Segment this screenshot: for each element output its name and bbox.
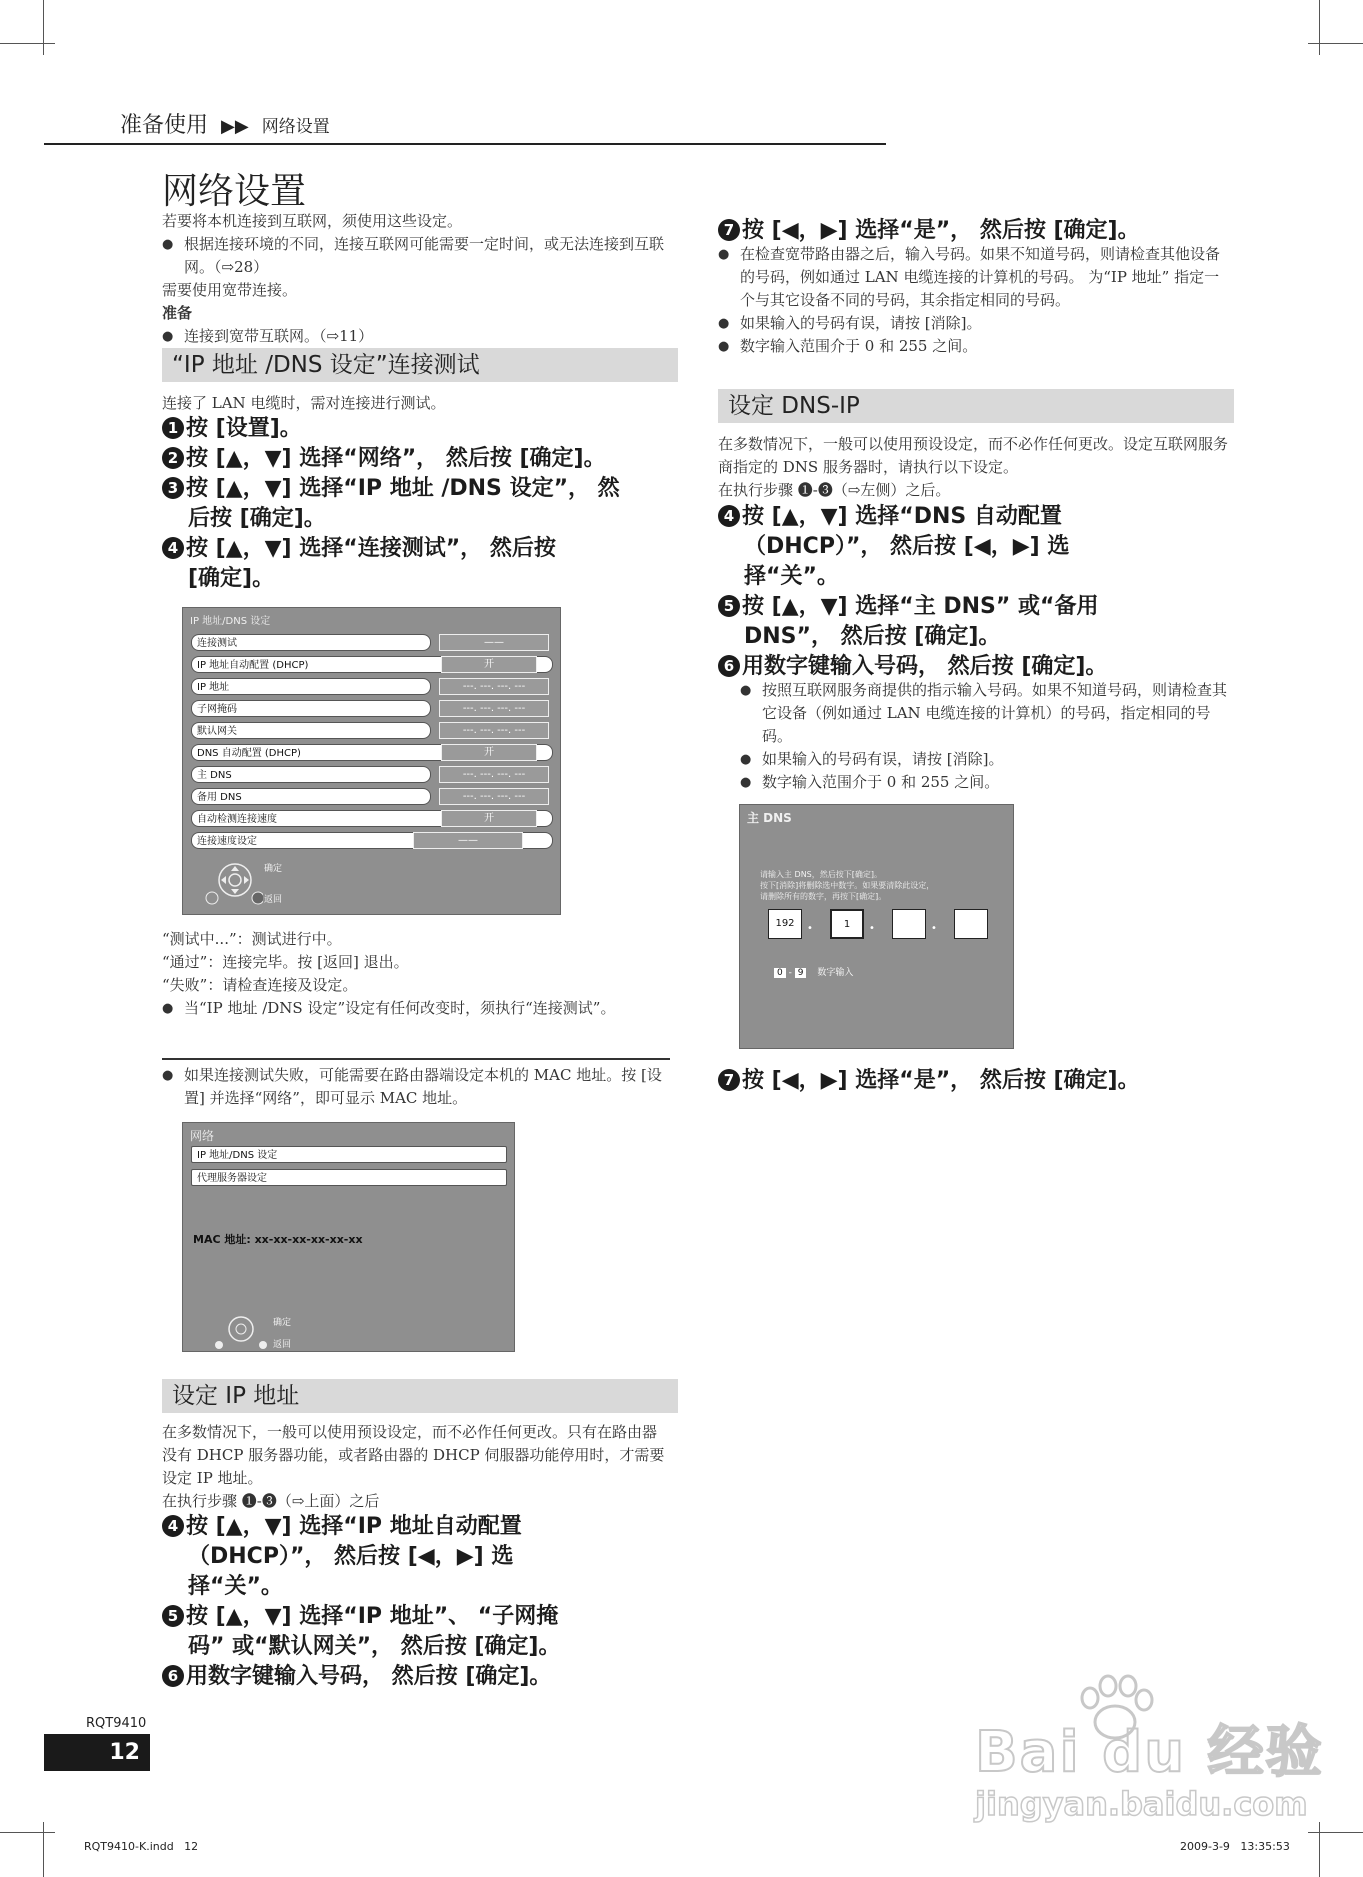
- dns-step-4: 4 按 [▲，▼] 选择“DNS 自动配置: [718, 502, 1238, 532]
- section-dns-ip-title: 设定 DNS-IP: [718, 389, 1234, 423]
- intro-bullet: ● 根据连接环境的不同，连接互联网可能需要一定时间，或无法连接到互联网。（⇨28）: [162, 233, 670, 279]
- ip-step-4-cont: （DHCP）”， 然后按 [◀，▶] 选: [188, 1544, 514, 1569]
- step-7: 7 按 [◀，▶] 选择“是”， 然后按 [确定]。: [718, 216, 1238, 246]
- dns-octet-3[interactable]: [892, 909, 926, 939]
- ip-bullet-2: ● 如果输入的号码有误，请按 [消除]。: [718, 312, 1228, 335]
- navigation-pad-icon: [203, 860, 263, 906]
- dns-step-5-cont: DNS”， 然后按 [确定]。: [744, 624, 1001, 649]
- step-2: 2 按 [▲，▼] 选择“网络”， 然后按 [确定]。: [162, 444, 682, 474]
- print-date: 2009-3-9 13:35:53: [1180, 1840, 1290, 1853]
- dns-octet-2[interactable]: 1: [830, 909, 864, 939]
- row-value: 开: [441, 810, 537, 827]
- breadcrumb-sub: 网络设置: [261, 117, 330, 137]
- ip-step-5-cont: 码” 或“默认网关”， 然后按 [确定]。: [188, 1634, 561, 1659]
- result-fail: “失败”：请检查连接及设定。: [162, 976, 358, 994]
- result-testing: “测试中...”：测试进行中。: [162, 930, 342, 948]
- intro-text: 若要将本机连接到互联网，须使用这些设定。: [162, 212, 463, 230]
- dns-message-1: 请输入主 DNS，然后按下[确定]。: [760, 870, 883, 879]
- row-value: ---. ---. ---. ---: [439, 722, 549, 739]
- ip-step-5: 5 按 [▲，▼] 选择“IP 地址”、 “子网掩: [162, 1602, 682, 1632]
- row-value: ——: [413, 832, 523, 849]
- ip-bullet-3: ● 数字输入范围介于 0 和 255 之间。: [718, 335, 1228, 358]
- menu-row[interactable]: 自动检测连接速度: [191, 810, 553, 827]
- dns-bullet-2: ● 如果输入的号码有误，请按 [消除]。: [740, 748, 1228, 771]
- broadband-text: 需要使用宽带连接。: [162, 281, 298, 299]
- navigation-pad-icon: [213, 1313, 273, 1349]
- ok-label: 确定: [273, 1318, 292, 1328]
- dns-message-2: 按下[消除]将删除选中数字。如果要清除此设定，: [760, 881, 935, 890]
- row-value: 开: [441, 656, 537, 673]
- dns-step-6: 6 用数字键输入号码， 然后按 [确定]。: [718, 652, 1238, 682]
- menu-row[interactable]: 备用 DNS: [191, 788, 431, 805]
- primary-dns-screen: 主 DNS 请输入主 DNS，然后按下[确定]。 按下[消除]将删除选中数字。如果要清除此设定， 请删除所有的数字，再按下[确定]。 192 • 1 • • 0 - 9 数字输入: [739, 804, 1014, 1049]
- screen-title: 网络: [190, 1129, 215, 1143]
- model-number: RQT9410: [86, 1716, 147, 1731]
- menu-row[interactable]: IP 地址: [191, 678, 431, 695]
- section-dns-ip-intro: 在多数情况下，一般可以使用预设设定，而不必作任何更改。设定互联网服务商指定的 DNS 服务器时，请执行以下设定。: [718, 435, 1229, 476]
- screen-title: 主 DNS: [747, 811, 792, 825]
- ip-step-6: 6 用数字键输入号码， 然后按 [确定]。: [162, 1662, 682, 1692]
- numeric-input-label: 数字输入: [817, 968, 854, 978]
- dns-step-4-cont2: 择“关”。: [744, 564, 839, 589]
- result-pass: “通过”：连接完毕。按 [返回] 退出。: [162, 953, 409, 971]
- header-rule: [44, 143, 886, 145]
- dns-bullet-3: ● 数字输入范围介于 0 和 255 之间。: [740, 771, 1228, 794]
- prep-label: 准备: [162, 304, 193, 322]
- section-dns-ip-prereq: 在执行步骤 ❶-❸（⇨左侧）之后。: [718, 481, 951, 499]
- menu-row[interactable]: 子网掩码: [191, 700, 431, 717]
- dns-step-4-cont: （DHCP）”， 然后按 [◀，▶] 选: [744, 534, 1070, 559]
- watermark-url: jingyan.baidu.com: [975, 1785, 1308, 1823]
- ip-step-4: 4 按 [▲，▼] 选择“IP 地址自动配置: [162, 1512, 682, 1542]
- page-title: 网络设置: [162, 171, 307, 212]
- section-ip-address-prereq: 在执行步骤 ❶-❸（⇨上面）之后: [162, 1492, 380, 1510]
- dns-bullet-1: ● 按照互联网服务商提供的指示输入号码。如果不知道号码，则请检查其它设备（例如通过 LAN 电缆连接的计算机）的号码，指定相同的号码。: [740, 679, 1228, 748]
- row-value: ---. ---. ---. ---: [439, 788, 549, 805]
- step-3-cont: 后按 [确定]。: [188, 506, 326, 531]
- page-number: 12: [44, 1734, 150, 1771]
- breadcrumb-arrows-icon: ▶▶: [221, 116, 249, 137]
- prep-bullet: ● 连接到宽带互联网。（⇨11）: [162, 325, 670, 348]
- watermark-brand: Bai du 经验: [975, 1720, 1324, 1785]
- step-1: 1 按 [设置]。: [162, 414, 682, 444]
- breadcrumb-main: 准备使用: [120, 113, 209, 138]
- menu-item-proxy[interactable]: 代理服务器设定: [191, 1169, 507, 1186]
- key-0: 0: [774, 968, 786, 978]
- dns-octet-4[interactable]: [954, 909, 988, 939]
- divider: [162, 1058, 670, 1060]
- menu-row[interactable]: 主 DNS: [191, 766, 431, 783]
- section-ip-address-title: 设定 IP 地址: [162, 1379, 678, 1413]
- network-screen: [182, 1122, 515, 1352]
- dns-step-7: 7 按 [◀，▶] 选择“是”， 然后按 [确定]。: [718, 1066, 1238, 1096]
- section-connection-test-title: “IP 地址 /DNS 设定”连接测试: [162, 348, 678, 382]
- dns-step-5: 5 按 [▲，▼] 选择“主 DNS” 或“备用: [718, 592, 1238, 622]
- ok-label: 确定: [264, 864, 283, 874]
- screen-title: IP 地址/DNS 设定: [190, 616, 271, 627]
- menu-row[interactable]: DNS 自动配置 (DHCP): [191, 744, 553, 761]
- step-4-cont: [确定]。: [188, 566, 275, 591]
- menu-row[interactable]: 连接测试: [191, 634, 431, 651]
- ip-dns-settings-screen: [182, 607, 561, 915]
- step-3: 3 按 [▲，▼] 选择“IP 地址 /DNS 设定”， 然: [162, 474, 682, 504]
- section-connection-test-intro: 连接了 LAN 电缆时，需对连接进行测试。: [162, 394, 446, 412]
- row-value: ——: [439, 634, 549, 651]
- row-value: ---. ---. ---. ---: [439, 766, 549, 783]
- row-value: ---. ---. ---. ---: [439, 700, 549, 717]
- mac-address: MAC 地址: xx-xx-xx-xx-xx-xx: [193, 1233, 363, 1246]
- mac-bullet: ● 如果连接测试失败，可能需要在路由器端设定本机的 MAC 地址。按 [设置] 并选择“网络”，即可显示 MAC 地址。: [162, 1064, 670, 1110]
- ip-step-4-cont2: 择“关”。: [188, 1574, 283, 1599]
- breadcrumb: [120, 108, 330, 139]
- return-label: 返回: [273, 1340, 292, 1350]
- key-9: 9: [795, 968, 807, 978]
- row-value: ---. ---. ---. ---: [439, 678, 549, 695]
- step-4: 4 按 [▲，▼] 选择“连接测试”， 然后按: [162, 534, 682, 564]
- file-name: RQT9410-K.indd 12: [84, 1840, 199, 1853]
- menu-row[interactable]: 默认网关: [191, 722, 431, 739]
- section-ip-address-intro: 在多数情况下，一般可以使用预设设定，而不必作任何更改。只有在路由器没有 DHCP 服务器功能，或者路由器的 DHCP 伺服器功能停用时，才需要设定 IP 地址。: [162, 1423, 665, 1487]
- return-label: 返回: [264, 895, 283, 905]
- result-bullet: ● 当“IP 地址 /DNS 设定”设定有任何改变时，须执行“连接测试”。: [162, 997, 670, 1020]
- row-value: 开: [441, 744, 537, 761]
- ip-bullet-1: ● 在检查宽带路由器之后，输入号码。如果不知道号码，则请检查其他设备的号码，例如通过 LAN 电缆连接的计算机的号码。 为“IP 地址” 指定一个与其它设备不同的号码，其余指定相同的号码。: [718, 243, 1228, 312]
- menu-row[interactable]: IP 地址自动配置 (DHCP): [191, 656, 553, 673]
- dns-message-3: 请删除所有的数字，再按下[确定]。: [760, 892, 887, 901]
- menu-row[interactable]: 连接速度设定: [191, 832, 553, 849]
- dns-octet-1[interactable]: 192: [768, 909, 802, 939]
- menu-item-ip-dns[interactable]: IP 地址/DNS 设定: [191, 1146, 507, 1163]
